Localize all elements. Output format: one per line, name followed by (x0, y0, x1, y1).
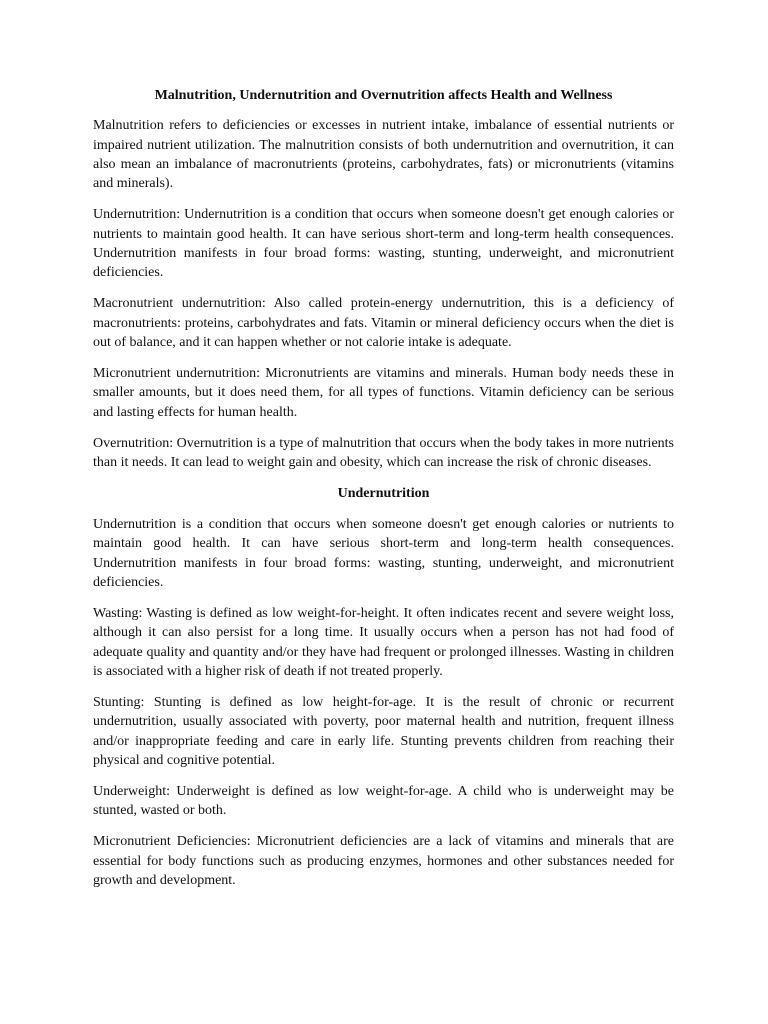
paragraph-undernutrition-definition: Undernutrition: Undernutrition is a condition that occurs when someone doesn't get enough calories or nutrients to maintain good health. It can have serious short-term and long-term health consequences. Undernutrition manifests in four broad forms: wasting, stunting, underweight, and micronutrient deficiencies. (93, 207, 674, 281)
document-page (93, 86, 674, 902)
paragraph-micronutrient-undernutrition: Micronutrient undernutrition: Micronutrients are vitamins and minerals. Human body needs these in smaller amounts, but it does need them, for all types of functions. Vitamin deficiency can be serious and lasting effects for human health. (93, 365, 674, 420)
paragraph-malnutrition: Malnutrition refers to deficiencies or excesses in nutrient intake, imbalance of essential nutrients or impaired nutrient utilization. The malnutrition consists of both undernutrition and overnutrition, it can also mean an imbalance of macronutrients (proteins, carbohydrates, fats) or micronutrients (vitamins and minerals). (93, 118, 674, 192)
paragraph-stunting: Stunting: Stunting is defined as low height-for-age. It is the result of chronic or recurrent undernutrition, usually associated with poverty, poor maternal health and nutrition, frequent illness and/or inappropriate feeding and care in early life. Stunting prevents children from reaching their physical and cognitive potential. (93, 695, 674, 768)
paragraph-macronutrient-undernutrition: Macronutrient undernutrition: Also called protein-energy undernutrition, this is a deficiency of macronutrients: proteins, carbohydrates and fats. Vitamin or mineral deficiency occurs when the diet is out of balance, and it can happen whether or not calorie intake is adequate. (93, 296, 674, 350)
section-heading-undernutrition: Undernutrition (337, 486, 430, 502)
paragraph-overnutrition: Overnutrition: Overnutrition is a type of malnutrition that occurs when the body takes in more nutrients than it needs. It can lead to weight gain and obesity, which can increase the risk of chronic diseases. (93, 435, 674, 470)
paragraph-undernutrition: Undernutrition is a condition that occurs when someone doesn't get enough calories or nutrients to maintain good health. It can have serious short-term and long-term health consequences. Undernutrition manifests in four broad forms: wasting, stunting, underweight, and micronutrient deficiencies. (93, 517, 674, 591)
paragraph-wasting: Wasting: Wasting is defined as low weight-for-height. It often indicates recent and severe weight loss, although it can also persist for a long time. It usually occurs when a person has not had food of adequate quality and quantity and/or they have had frequent or prolonged illnesses. Wasting in children is associated with a higher risk of death if not treated properly. (93, 606, 674, 679)
paragraph-underweight: Underweight: Underweight is defined as low weight-for-age. A child who is underweight may be stunted, wasted or both. (93, 784, 674, 819)
document-title: Malnutrition, Undernutrition and Overnutrition affects Health and Wellness (154, 88, 613, 103)
paragraph-micronutrient-deficiencies: Micronutrient Deficiencies: Micronutrient deficiencies are a lack of vitamins and minerals that are essential for body functions such as producing enzymes, hormones and other substances needed for growth and development. (93, 834, 674, 889)
